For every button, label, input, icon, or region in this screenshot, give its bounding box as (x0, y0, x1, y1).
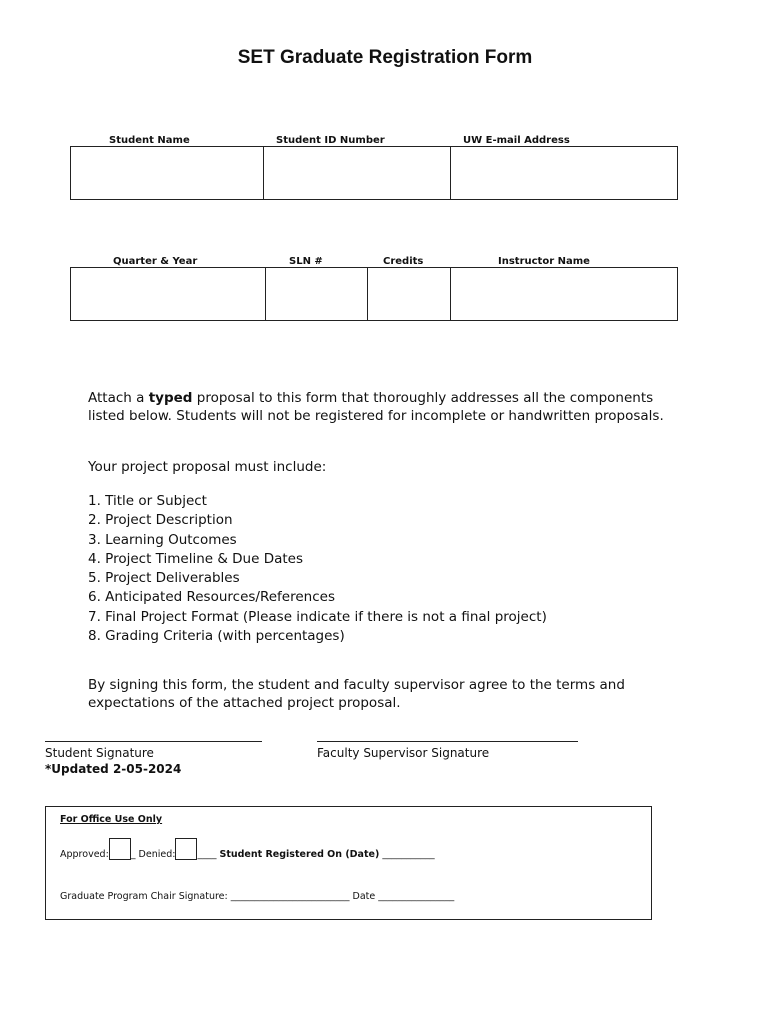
approved-checkbox[interactable] (109, 838, 131, 860)
denied-checkbox[interactable] (175, 838, 197, 860)
student-id-field[interactable] (263, 146, 452, 200)
list-item: 5. Project Deliverables (88, 570, 240, 587)
components-list (88, 492, 547, 646)
header-credits: Credits (383, 256, 424, 267)
intro-text-bold: typed (148, 390, 193, 406)
office-use-heading: For Office Use Only (60, 814, 163, 825)
header-sln: SLN # (289, 256, 323, 267)
header-instructor: Instructor Name (498, 256, 590, 267)
page-title: SET Graduate Registration Form (237, 47, 533, 68)
instructor-field[interactable] (450, 267, 678, 321)
list-item: 7. Final Project Format (Please indicate if there is not a final project) (88, 608, 547, 625)
header-student-id: Student ID Number (276, 135, 385, 146)
sln-field[interactable] (265, 267, 369, 321)
registered-label: Student Registered On (Date) (219, 849, 380, 860)
denied-blank: ____ (197, 849, 217, 860)
faculty-signature-label: Faculty Supervisor Signature (317, 746, 490, 760)
intro-paragraph (88, 389, 688, 425)
intro-text-pre: Attach a (88, 390, 149, 406)
intro-text-post: proposal to this form that thoroughly addresses all the components listed below. Students will not be registered for incomplete or handwritten proposals. (88, 390, 664, 424)
student-signature-label: Student Signature (45, 746, 154, 760)
header-email: UW E-mail Address (463, 135, 570, 146)
approved-label: Approved: (60, 849, 109, 860)
list-item: 4. Project Timeline & Due Dates (88, 550, 304, 567)
updated-date: *Updated 2-05-2024 (45, 762, 182, 776)
credits-field[interactable] (367, 267, 452, 321)
header-student-name: Student Name (109, 135, 190, 146)
quarter-year-field[interactable] (70, 267, 267, 321)
agreement-text: By signing this form, the student and faculty supervisor agree to the terms and expectations of the attached project proposal. (88, 677, 625, 711)
list-item: 3. Learning Outcomes (88, 531, 237, 548)
faculty-signature-line[interactable] (317, 741, 578, 742)
list-item: 8. Grading Criteria (with percentages) (88, 628, 345, 645)
registered-date-blank[interactable]: ___________ (382, 849, 435, 860)
student-signature-line[interactable] (45, 741, 262, 742)
chair-signature-row[interactable]: Graduate Program Chair Signature: _________________________ Date ________________ (60, 891, 455, 902)
must-include-text: Your project proposal must include: (88, 459, 327, 475)
student-name-field[interactable] (70, 146, 265, 200)
list-item: 2. Project Description (88, 512, 233, 529)
email-field[interactable] (450, 146, 678, 200)
denied-label: _ Denied: (130, 849, 176, 860)
list-item: 6. Anticipated Resources/References (88, 589, 335, 606)
header-quarter-year: Quarter & Year (113, 256, 198, 267)
list-item: 1. Title or Subject (88, 493, 207, 509)
approval-row (60, 838, 435, 868)
